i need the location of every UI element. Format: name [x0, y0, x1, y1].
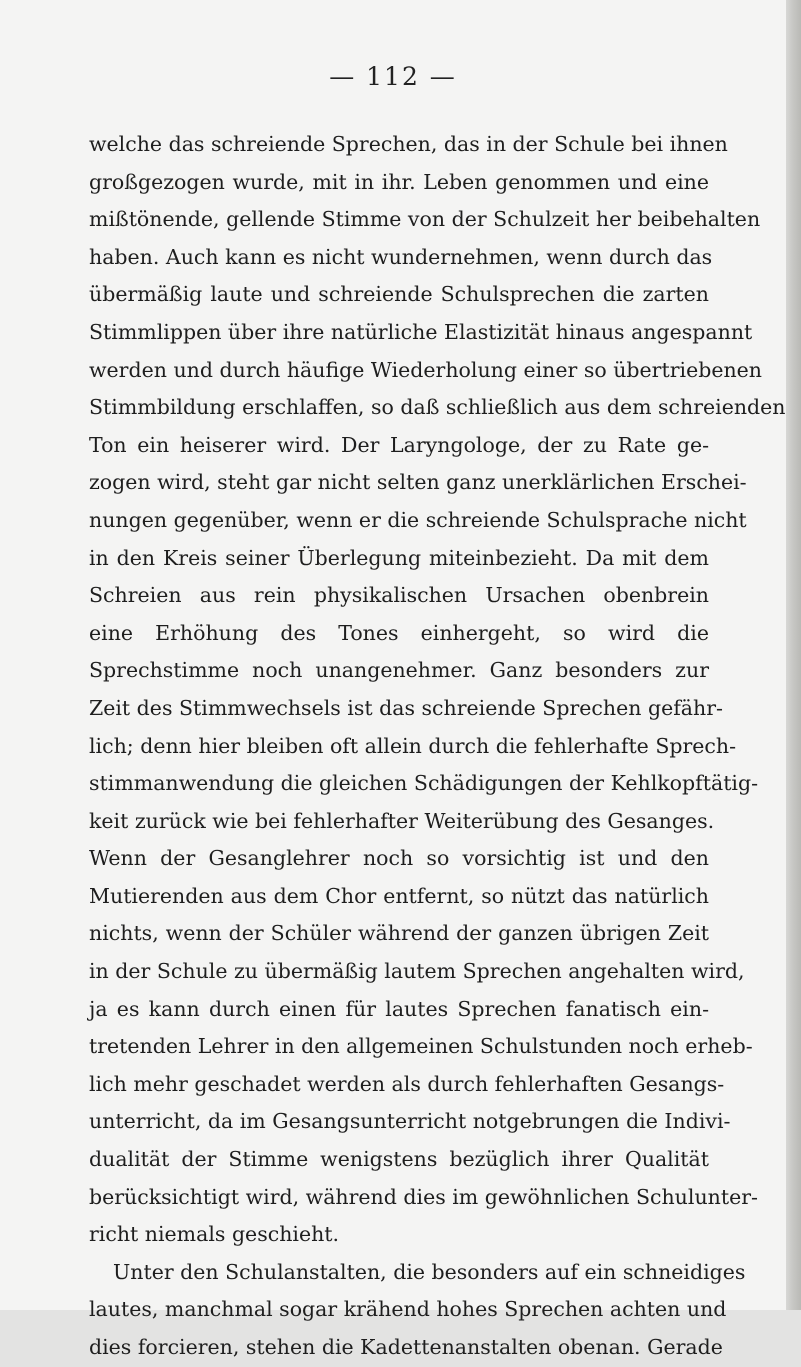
text-line: dies forcieren, stehen die Kadettenanstalten obenan. Gerade: [89, 1335, 723, 1359]
body-text: [89, 126, 786, 1367]
text-line: in den Kreis seiner Überlegung miteinbezieht. Da mit dem: [89, 545, 709, 570]
text-line: richt niemals geschieht.: [89, 1222, 340, 1247]
text-line: berücksichtigt wird, während dies im gewöhnlichen Schulunter-: [89, 1184, 758, 1209]
text-line: nungen gegenüber, wenn er die schreiende Schulsprache nicht: [89, 507, 747, 532]
page-number: — 112 —: [329, 62, 457, 91]
text-line: Ton ein heiserer wird. Der Laryngologe, der zu Rate ge-: [89, 432, 709, 457]
text-line: in der Schule zu übermäßig lautem Sprechen angehalten wird,: [89, 959, 745, 984]
text-line: nichts, wenn der Schüler während der ganzen übrigen Zeit: [89, 921, 709, 946]
text-line: großgezogen wurde, mit in ihr. Leben genommen und eine: [89, 169, 709, 194]
text-line: unterricht, da im Gesangsunterricht notgebrungen die Indivi-: [89, 1109, 731, 1134]
text-line: eine Erhöhung des Tones einhergeht, so wird die: [89, 620, 709, 645]
text-line: Stimmbildung erschlaffen, so daß schließlich aus dem schreienden: [89, 395, 786, 420]
text-line: lich mehr geschadet werden als durch fehlerhaften Gesangs-: [89, 1071, 725, 1096]
text-line: dualität der Stimme wenigstens bezüglich ihrer Qualität: [89, 1147, 709, 1172]
text-line: zogen wird, steht gar nicht selten ganz unerklärlichen Erschei-: [89, 470, 747, 495]
text-line: übermäßig laute und schreiende Schulsprechen die zarten: [89, 282, 709, 307]
text-line: Mutierenden aus dem Chor entfernt, so nützt das natürlich: [89, 883, 709, 908]
text-line: Zeit des Stimmwechsels ist das schreiende Sprechen gefähr-: [89, 695, 723, 720]
text-line: lich; denn hier bleiben oft allein durch die fehlerhafte Sprech-: [89, 733, 737, 758]
text-line: Unter den Schulanstalten, die besonders auf ein schneidiges: [113, 1259, 746, 1284]
text-line: mißtönende, gellende Stimme von der Schulzeit her beibehalten: [89, 207, 761, 232]
text-line: Wenn der Gesanglehrer noch so vorsichtig ist und den: [89, 846, 709, 871]
text-line: Stimmlippen über ihre natürliche Elastizität hinaus angespannt: [89, 319, 753, 344]
text-line: ja es kann durch einen für lautes Sprechen fanatisch ein-: [89, 996, 709, 1021]
text-line: welche das schreiende Sprechen, das in der Schule bei ihnen: [89, 132, 728, 156]
text-line: stimmanwendung die gleichen Schädigungen der Kehlkopftätig-: [89, 771, 759, 796]
text-line: werden und durch häufige Wiederholung einer so übertriebenen: [89, 357, 762, 382]
text-line: tretenden Lehrer in den allgemeinen Schulstunden noch erheb-: [89, 1034, 753, 1059]
text-line: keit zurück wie bei fehlerhafter Weiterübung des Gesanges.: [89, 808, 715, 833]
text-line: lautes, manchmal sogar krähend hohes Sprechen achten und: [89, 1297, 727, 1322]
text-line: Schreien aus rein physikalischen Ursachen obenbrein: [89, 583, 709, 608]
text-line: haben. Auch kann es nicht wundernehmen, wenn durch das: [89, 244, 713, 269]
page-edge-shadow: [786, 0, 801, 1310]
text-line: Sprechstimme noch unangenehmer. Ganz besonders zur: [89, 658, 709, 683]
